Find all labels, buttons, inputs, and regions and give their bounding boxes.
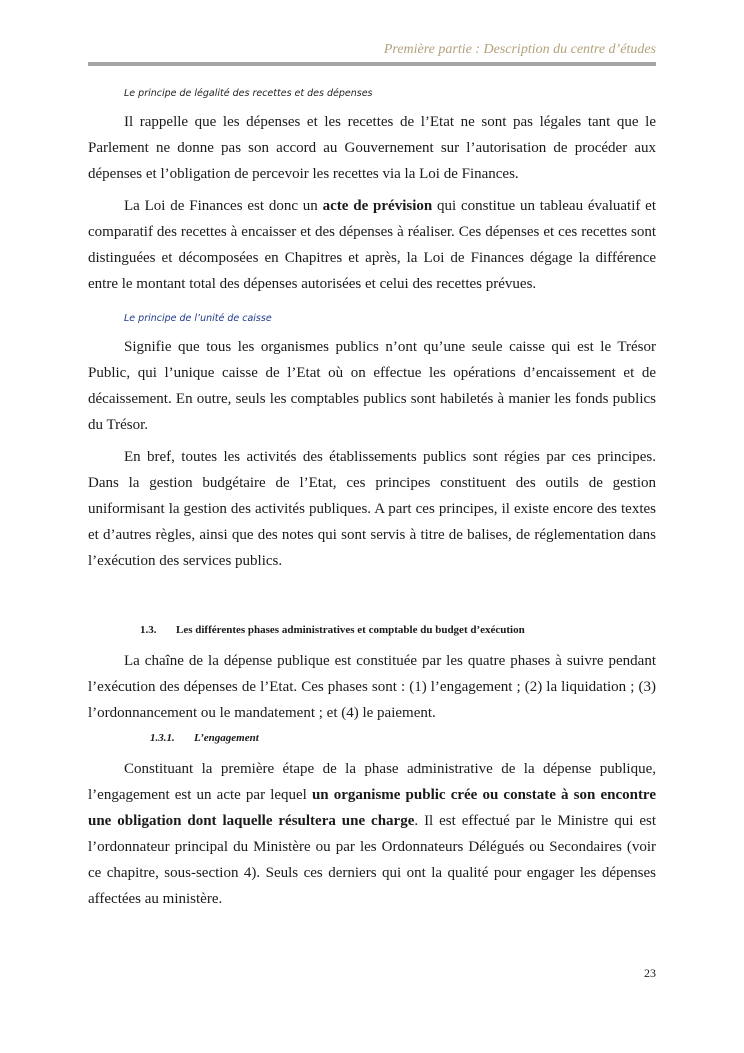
paragraph-6-part-c: . Il est effectué par le Ministre qui est l’ordonnateur principal du Ministère ou par les Ordonnateurs Délégués ou Secondaires (voir ce chapitre, sous-section 4). Seuls ces derniers qui ont la qualité pour engager les dépenses affectées au ministère. [88,813,657,907]
section-title: Les différentes phases administratives et comptable du budget d’exécution [176,624,525,636]
paragraph-2-bold: acte de prévision [322,198,433,214]
header-rule [88,62,656,66]
paragraph-4: En bref, toutes les activités des établissements publics sont régies par ces principes. Dans la gestion budgétaire de l’Etat, ces principes constituent des outils de gestion uniformisant la gestion des activités publiques. A part ces principes, il existe encore des textes et d’autres règles, ainsi que des notes qui sont servis à titre de balises, de réglementation dans l’exécution des services publics. [88,449,656,569]
running-header: Première partie : Description du centre d’études [383,42,656,57]
spacer [88,580,656,624]
paragraph-2 [88,193,656,297]
page-body [88,88,656,918]
paragraph-1: Il rappelle que les dépenses et les recettes de l’Etat ne sont pas légales tant que le Parlement ne donne pas son accord au Gouvernement sur l’autorisation de procéder aux dépenses et l’obligation de percevoir les recettes via la Loi de Finances. [88,114,656,182]
section-heading-1-3 [140,624,656,636]
paragraph-5: La chaîne de la dépense publique est constituée par les quatre phases à suivre pendant l’exécution des dépenses de l’Etat. Ces phases sont : (1) l’engagement ; (2) la liquidation ; (3) l’ordonnancement ou le mandatement ; et (4) le paiement. [88,653,656,721]
subsection-heading-1-3-1 [150,732,656,744]
paragraph-2-part-c: qui constitue un tableau évaluatif et comparatif des recettes à encaisser et des dépenses à réaliser. Ces dépenses et ces recettes sont distinguées et décomposées en Chapitres et après, la Loi de Finances dégage la différence entre le montant total des dépenses autorisées et celui des recettes prévues. [88,198,656,292]
paragraph-2-part-a: La Loi de Finances est donc un [124,198,323,214]
paragraph-6-bold: un organisme public crée ou constate à son encontre une obligation dont laquelle résultera une charge [88,787,656,829]
section-number: 1.3. [140,624,157,636]
paragraph-6 [88,756,656,912]
subsection-title: L’engagement [194,732,259,744]
paragraph-3: Signifie que tous les organismes publics n’ont qu’une seule caisse qui est le Trésor Public, qui l’unique caisse de l’Etat où on effectue les opérations d’encaissement et de décaissement. En outre, seuls les comptables publics sont habiletés à manier les fonds publics du Trésor. [88,339,656,433]
paragraph-6-part-a: Constituant la première étape de la phase administrative de la dépense publique, l’engagement est un acte par lequel [88,761,656,803]
page-number: 23 [644,966,656,980]
subsection-number: 1.3.1. [150,732,175,744]
subheading-legalite: Le principe de légalité des recettes et des dépenses [124,88,373,99]
subheading-unite-caisse: Le principe de l’unité de caisse [124,313,272,324]
